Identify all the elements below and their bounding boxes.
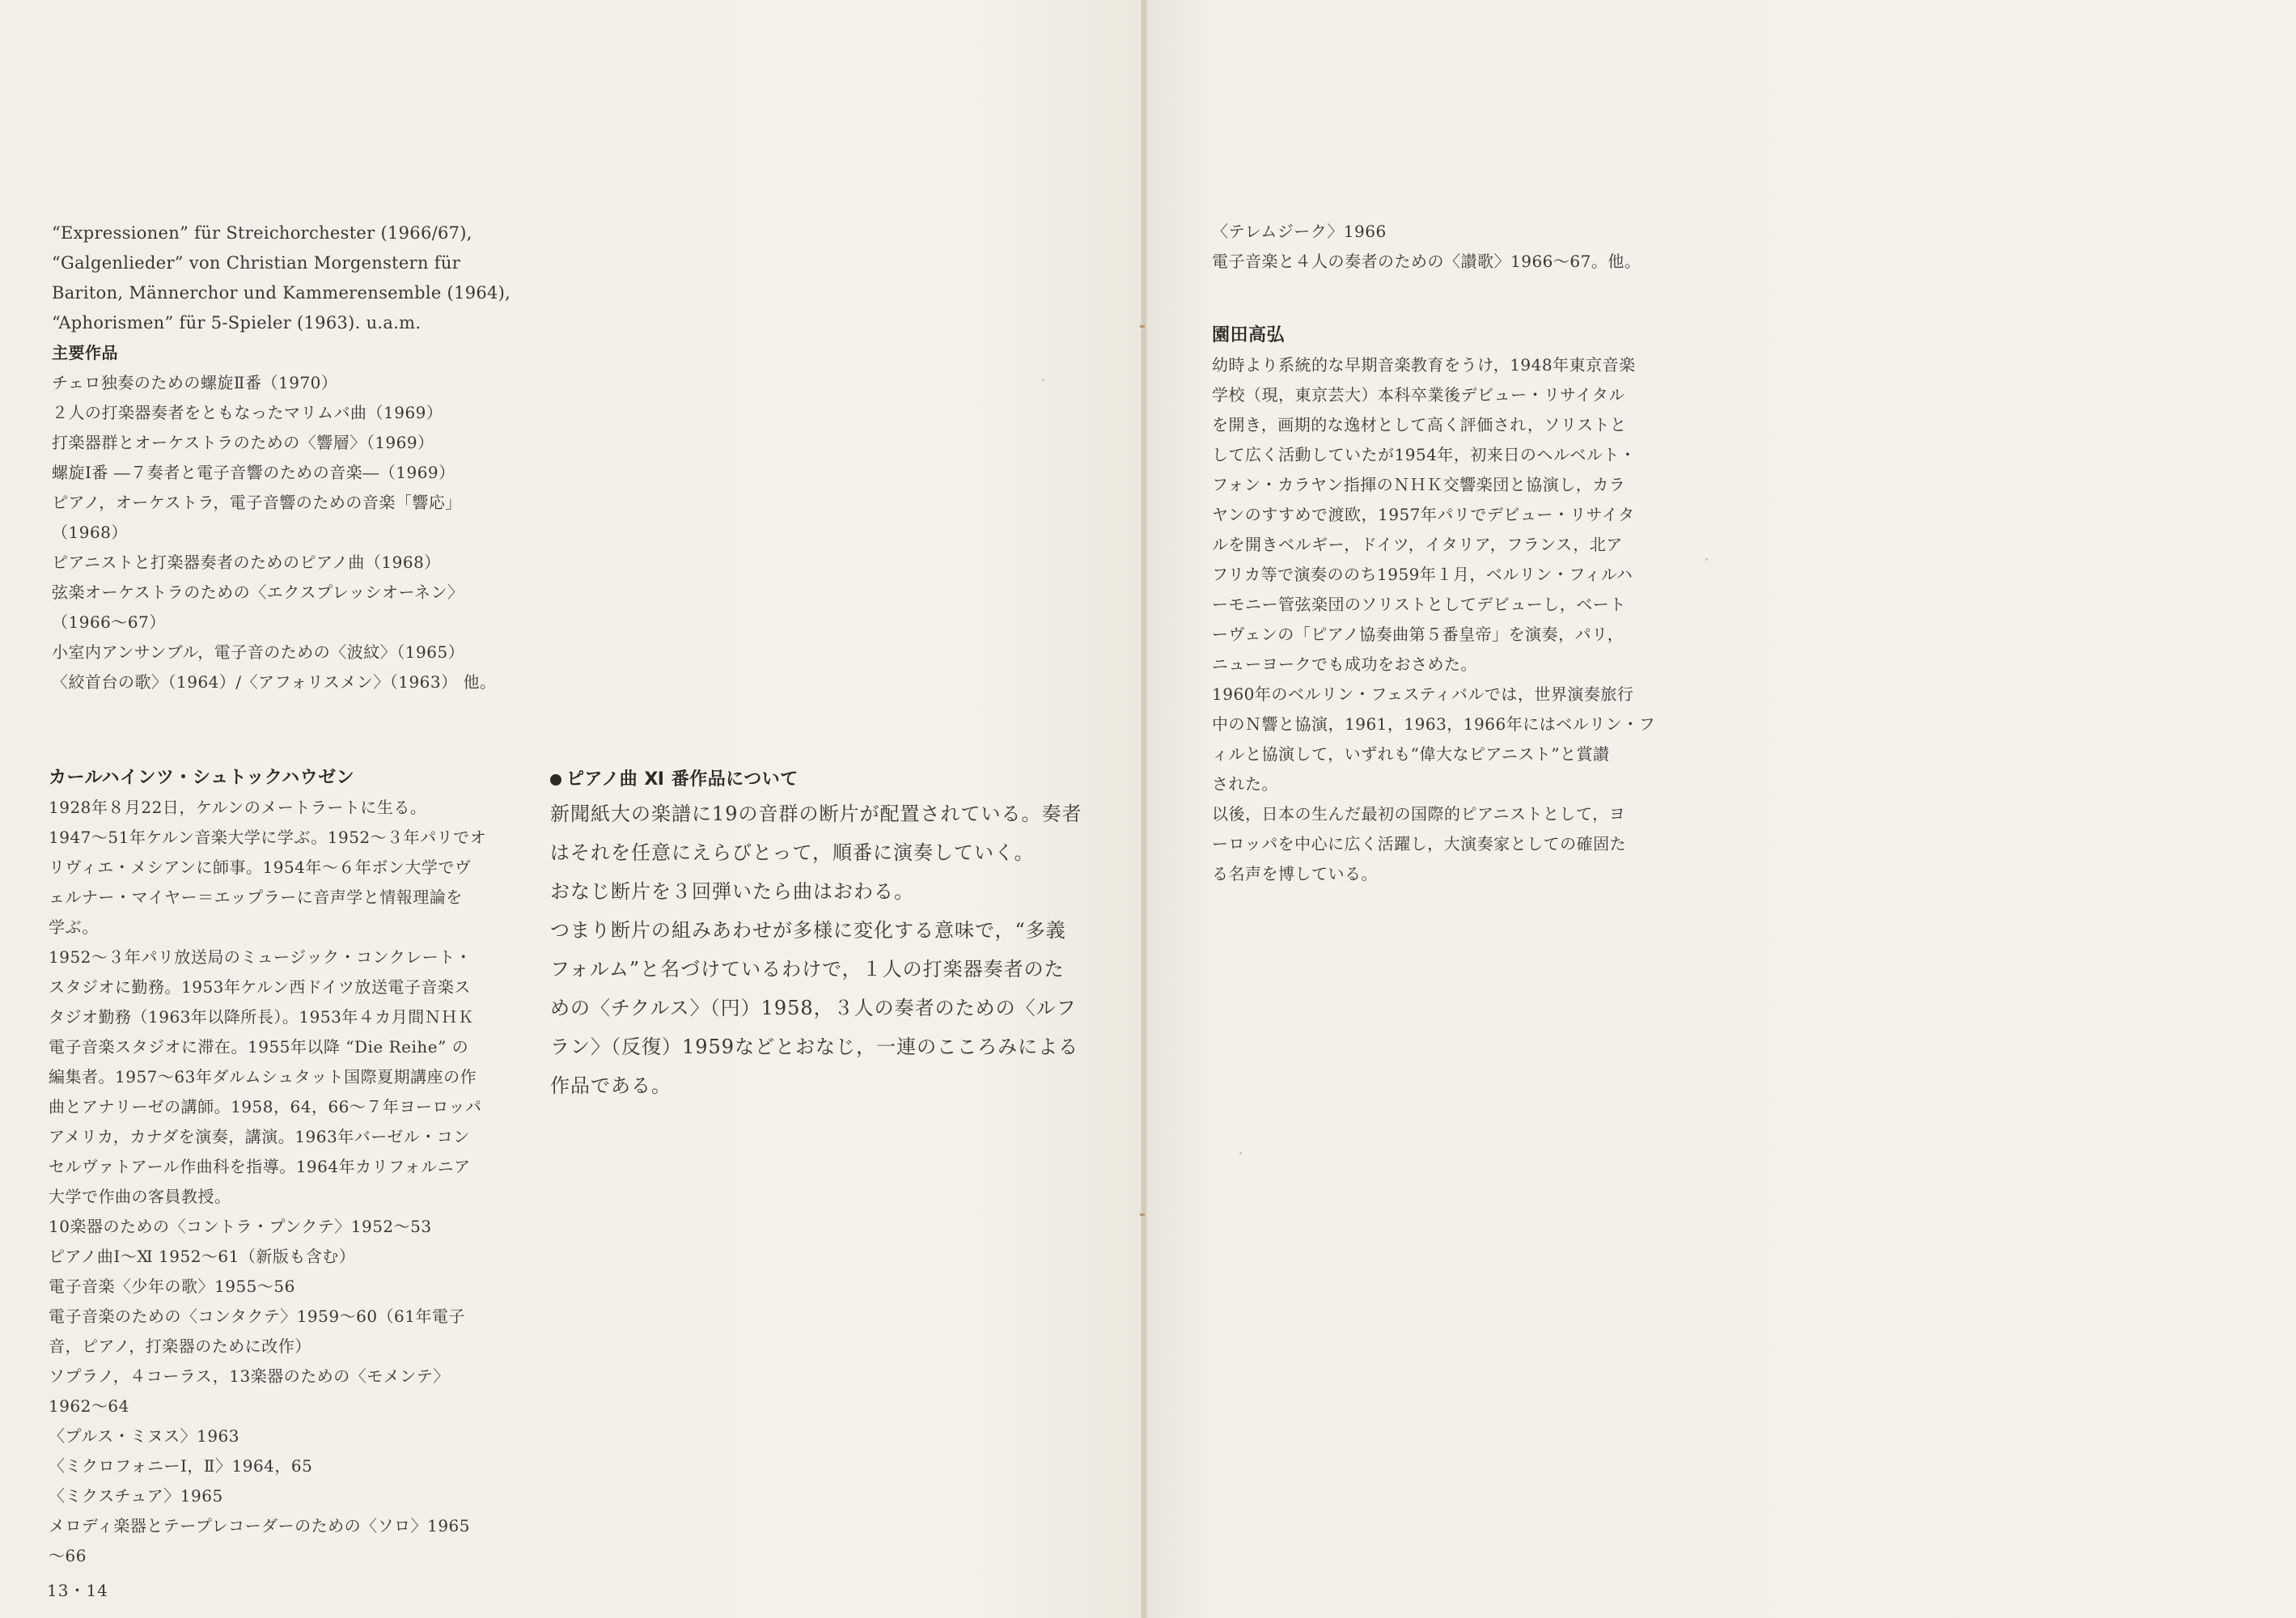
works-heading: 主要作品 <box>52 343 118 362</box>
bio-line: 曲とアナリーゼの講師。1958，64，66〜７年ヨーロッパ <box>49 1097 482 1116</box>
bio-line: 以後，日本の生んだ最初の国際的ピアニストとして，ヨ <box>1212 804 1626 824</box>
paper-speck <box>1239 1152 1242 1154</box>
body-line: ラン〉（反復）1959などとおなじ，一連のこころみによる <box>550 1036 1079 1058</box>
body-line: 作品である。 <box>550 1074 671 1097</box>
bio-line: 1962〜64 <box>49 1396 129 1416</box>
piano-piece-section <box>550 765 1084 1105</box>
work-item: （1968） <box>52 523 128 542</box>
work-item: チェロ独奏のための螺旋Ⅱ番（1970） <box>52 373 338 392</box>
bio-line: 学校（現，東京芸大）本科卒業後デビュー・リサイタル <box>1212 385 1625 404</box>
bio-line: 幼時より系統的な早期音楽教育をうけ，1948年東京音楽 <box>1212 355 1636 375</box>
bio-line: 1928年８月22日，ケルンのメートラートに生る。 <box>49 798 427 817</box>
bio-line: フリカ等で演奏ののち1959年１月，ベルリン・フィルハ <box>1212 565 1633 584</box>
work-item: ピアノ，オーケストラ，電子音響のための音楽「響応」 <box>52 493 462 512</box>
bio-line: 〈プルス・ミヌス〉1963 <box>49 1426 239 1446</box>
paper-speck <box>1705 558 1708 561</box>
bio-line: を開き，画期的な逸材として高く評価され，ソリストと <box>1212 415 1627 434</box>
work-item: ２人の打楽器奏者をともなったマリムバ曲（1969） <box>52 403 443 422</box>
text-line: 〈テレムジーク〉1966 <box>1212 222 1387 241</box>
bio-line: スタジオに勤務。1953年ケルン西ドイツ放送電子音楽ス <box>49 977 471 997</box>
bio-line: 音，ピアノ，打楽器のために改作） <box>49 1336 311 1356</box>
piano-piece-heading-text: ピアノ曲 Ⅺ 番作品について <box>566 769 799 790</box>
bio-line: ヤンのすすめで渡欧，1957年パリでデビュー・リサイタ <box>1212 505 1635 524</box>
bio-line: 〜66 <box>49 1546 87 1565</box>
text-line: Bariton, Männerchor und Kammerensemble (1964), <box>52 283 511 303</box>
bio-line: 電子音楽スタジオに滞在。1955年以降 “Die Reihe” の <box>49 1037 469 1057</box>
bio-line: メロディ楽器とテープレコーダーのための〈ソロ〉1965 <box>49 1516 470 1535</box>
body-line: めの〈チクルス〉（円）1958，３人の奏者のための〈ルフ <box>550 997 1077 1019</box>
bio-line: 編集者。1957〜63年ダルムシュタット国際夏期講座の作 <box>49 1067 477 1086</box>
work-item: 小室内アンサンブル，電子音のための〈波紋〉（1965） <box>52 642 465 662</box>
paper-speck <box>1042 379 1044 381</box>
body-line: おなじ断片を３回弾いたら曲はおわる。 <box>550 880 914 903</box>
bio-line: ェルナー・マイヤー＝エップラーに音声学と情報理論を <box>49 887 463 907</box>
bio-line: 〈ミクロフォニーⅠ，Ⅱ〉1964，65 <box>49 1456 313 1476</box>
bio-line: ピアノ曲Ⅰ〜Ⅺ 1952〜61（新版も含む） <box>49 1247 356 1266</box>
bio-line: 大学で作曲の客員教授。 <box>49 1187 231 1206</box>
bio-line: セルヴァトアール作曲科を指導。1964年カリフォルニア <box>49 1157 471 1176</box>
bio-line: 電子音楽のための〈コンタクテ〉1959〜60（61年電子 <box>49 1307 465 1326</box>
text-line: “Aphorismen” für 5-Spieler (1963). u.a.m. <box>52 313 421 332</box>
bio-line: 1952〜３年パリ放送局のミュージック・コンクレート・ <box>49 947 472 967</box>
bio-line: して広く活動していたが1954年，初来日のヘルベルト・ <box>1212 445 1637 464</box>
works-continued <box>1212 217 1681 277</box>
body-line: つまり断片の組みあわせが多様に変化する意味で，“多義 <box>550 919 1066 942</box>
sonoda-heading: 園田高弘 <box>1212 325 1286 345</box>
text-line: “Galgenlieder” von Christian Morgenstern für <box>52 253 461 273</box>
bio-line: 〈ミクスチュア〉1965 <box>49 1486 223 1506</box>
bio-line: ルを開きベルギー，ドイツ，イタリア，フランス，北ア <box>1212 535 1623 554</box>
bio-line: された。 <box>1212 774 1278 794</box>
work-item: 〈絞首台の歌〉（1964）/〈アフォリスメン〉（1963） 他。 <box>52 672 497 692</box>
text-line: “Expressionen” für Streichorchester (1966/67), <box>52 223 472 243</box>
bio-line: 学ぶ。 <box>49 917 99 937</box>
binding-mark <box>1140 1214 1145 1216</box>
page-number: 13・14 <box>47 1581 108 1600</box>
bio-line: る名声を博している。 <box>1212 864 1378 883</box>
book-gutter <box>1141 0 1147 1618</box>
bio-line: アメリカ，カナダを演奏，講演。1963年バーゼル・コン <box>49 1127 470 1146</box>
bio-line: ーロッパを中心に広く活躍し，大演奏家としての確固た <box>1212 834 1627 853</box>
bio-line: リヴィエ・メシアンに師事。1954年〜６年ボン大学でヴ <box>49 858 472 877</box>
work-item: 弦楽オーケストラのための〈エクスプレッシオーネン〉 <box>52 582 464 602</box>
stockhausen-heading: カールハインツ・シュトックハウゼン <box>49 768 355 788</box>
bullet-icon <box>550 774 561 786</box>
body-line: 新聞紙大の楽譜に19の音群の断片が配置されている。奏者 <box>550 803 1082 825</box>
bio-line: ソプラノ，４コーラス，13楽器のための〈モメンテ〉 <box>49 1366 450 1386</box>
bio-line: ニューヨークでも成功をおさめた。 <box>1212 654 1477 674</box>
bio-line: 中のＮ響と協演，1961，1963，1966年にはベルリン・フ <box>1212 714 1656 734</box>
sonoda-section <box>1212 320 1681 889</box>
work-item: 打楽器群とオーケストラのための〈響層〉（1969） <box>52 433 434 452</box>
work-item: ピアニストと打楽器奏者のためのピアノ曲（1968） <box>52 553 441 572</box>
bio-line: フォン・カラヤン指揮のＮＨＫ交響楽団と協演し，カラ <box>1212 475 1626 494</box>
bio-line: 1960年のベルリン・フェスティバルでは，世界演奏旅行 <box>1212 684 1634 704</box>
bio-line: 電子音楽〈少年の歌〉1955〜56 <box>49 1277 295 1296</box>
works-section <box>52 218 511 697</box>
bio-line: タジオ勤務（1963年以降所長）。1953年４カ月間ＮＨＫ <box>49 1007 475 1027</box>
body-line: はそれを任意にえらびとって，順番に演奏していく。 <box>550 841 1035 864</box>
bio-line: ーモニー管弦楽団のソリストとしてデビューし，ベート <box>1212 595 1626 614</box>
stockhausen-section <box>49 763 502 1571</box>
piano-piece-heading <box>550 765 1084 794</box>
binding-mark <box>1140 325 1145 328</box>
bio-line: ーヴェンの「ピアノ協奏曲第５番皇帝」を演奏，パリ， <box>1212 625 1625 644</box>
body-line: フォルム”と名づけているわけで，１人の打楽器奏者のた <box>550 958 1065 981</box>
bio-line: 1947〜51年ケルン音楽大学に学ぶ。1952〜３年パリでオ <box>49 828 487 847</box>
work-item: 螺旋Ⅰ番 ―７奏者と電子音響のための音楽―（1969） <box>52 463 455 482</box>
work-item: （1966〜67） <box>52 612 166 632</box>
bio-line: ィルと協演して，いずれも“偉大なピアニスト”と賞讃 <box>1212 744 1610 764</box>
text-line: 電子音楽と４人の奏者のための〈讃歌〉1966〜67。他。 <box>1212 252 1642 271</box>
bio-line: 10楽器のための〈コントラ・プンクテ〉1952〜53 <box>49 1217 432 1236</box>
